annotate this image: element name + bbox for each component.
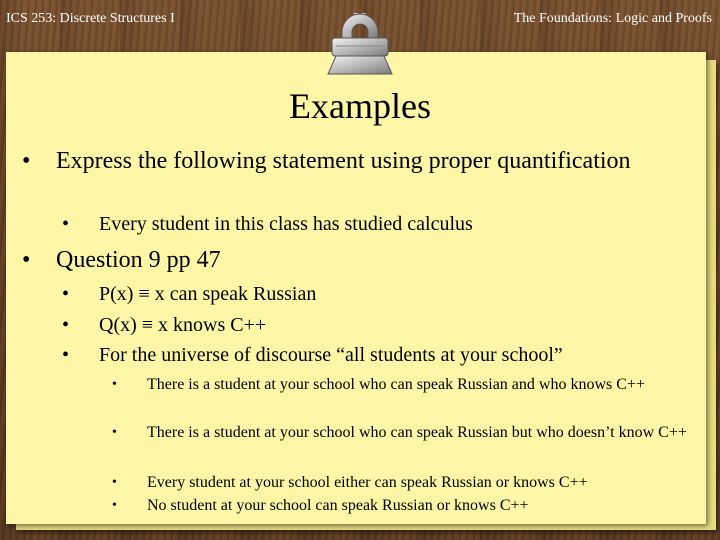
bullet-marker: • (62, 213, 70, 235)
bullet-marker: • (112, 377, 117, 392)
bullet-text: There is a student at your school who can speak Russian and who knows C++ (147, 376, 645, 393)
bullet-marker: • (22, 148, 31, 174)
bullet-text: Every student in this class has studied calculus (99, 213, 473, 235)
bullet-marker: • (62, 314, 70, 336)
bullet-text: Express the following statement using proper quantification (56, 148, 631, 174)
bullet-text: Q(x) ≡ x knows C++ (99, 314, 267, 336)
bullet-marker: • (112, 425, 117, 440)
bullet-text: There is a student at your school who can speak Russian but who doesn’t know C++ (147, 424, 687, 441)
chapter-title: The Foundations: Logic and Proofs (513, 11, 712, 26)
bullet-text: Every student at your school either can speak Russian or knows C++ (147, 474, 588, 491)
slide-title: Examples (289, 86, 431, 126)
bullet-marker: • (62, 344, 70, 366)
bullet-marker: • (112, 475, 117, 490)
bullet-marker: • (112, 498, 117, 513)
bullet-text: Question 9 pp 47 (56, 247, 221, 273)
bullet-text: P(x) ≡ x can speak Russian (99, 283, 317, 305)
bullet-marker: • (62, 283, 70, 305)
bullet-text: For the universe of discourse “all students at your school” (99, 344, 563, 366)
bullet-text: No student at your school can speak Russian or knows C++ (147, 497, 529, 514)
course-title: ICS 253: Discrete Structures I (6, 11, 175, 26)
bullet-marker: • (22, 247, 31, 273)
paper-clip-icon (322, 2, 398, 88)
